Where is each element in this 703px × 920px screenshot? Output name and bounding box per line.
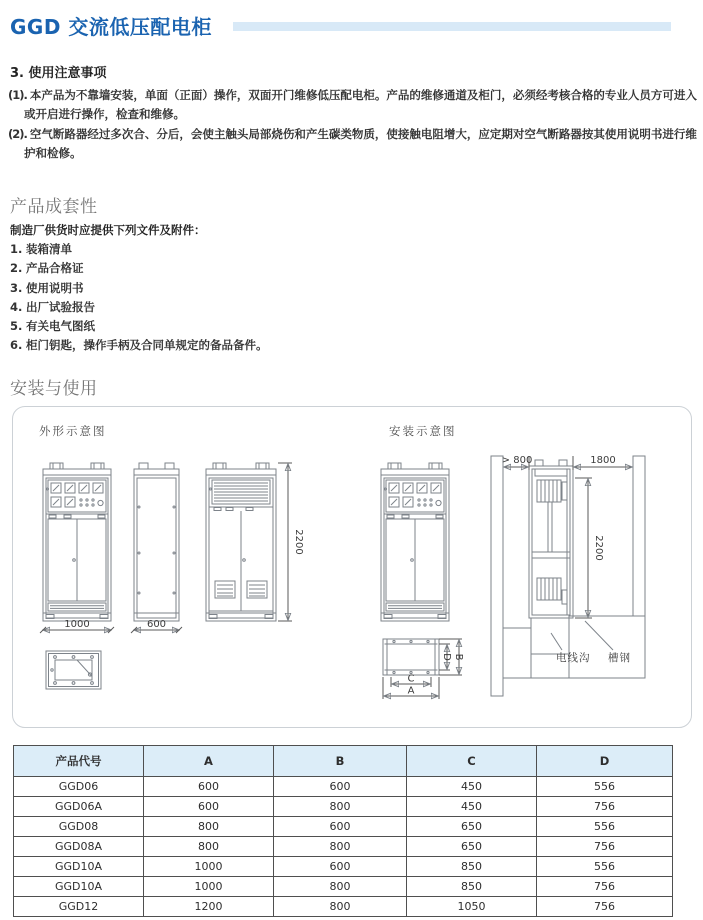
cell-b: 800 — [274, 797, 407, 817]
cell-b: 600 — [274, 777, 407, 797]
cell-product-code: GGD06A — [14, 797, 144, 817]
list-item — [10, 298, 690, 317]
list-number: 3. — [10, 280, 23, 295]
cell-product-code: GGD08 — [14, 817, 144, 837]
completeness-heading: 产品成套性 — [10, 197, 98, 217]
note-text: 空气断路器经过多次合、分后，会使主触头局部烧伤和产生碳类物质，使接触电阻增大，应定期对空气断路器按其使用说明书进行维护和检修。 — [24, 127, 697, 160]
list-item — [10, 259, 690, 278]
cell-product-code: GGD08A — [14, 837, 144, 857]
list-number: 6. — [10, 338, 23, 353]
cell-product-code: GGD10A — [14, 857, 144, 877]
list-text: 使用说明书 — [26, 280, 84, 295]
cabinet-cross-section — [529, 460, 573, 618]
cell-d: 756 — [537, 877, 673, 897]
cell-c: 850 — [407, 857, 537, 877]
table-row — [14, 777, 673, 797]
cell-a: 1000 — [144, 877, 274, 897]
list-text: 装箱清单 — [26, 242, 72, 256]
document-list — [10, 240, 690, 356]
svg-text:1000: 1000 — [64, 619, 90, 630]
svg-text:B: B — [453, 653, 464, 661]
cell-d: 756 — [537, 797, 673, 817]
list-text: 柜门钥匙，操作手柄及合同单规定的备品备件。 — [26, 338, 268, 353]
cell-d: 756 — [537, 897, 673, 917]
list-text: 产品合格证 — [26, 261, 84, 276]
cell-c: 650 — [407, 837, 537, 857]
cell-c: 1050 — [407, 897, 537, 917]
cell-product-code: GGD06 — [14, 777, 144, 797]
cable-trench-label: 电线沟 — [556, 652, 591, 664]
channel-steel-label: 槽钢 — [608, 652, 631, 664]
table-header-row — [14, 746, 673, 777]
svg-text:A: A — [407, 685, 415, 697]
table-row — [14, 877, 673, 897]
cell-b: 800 — [274, 897, 407, 917]
product-dimensions-table — [13, 745, 673, 917]
cell-c: 650 — [407, 817, 537, 837]
cell-b: 800 — [274, 877, 407, 897]
cell-c: 450 — [407, 777, 537, 797]
install-diagram-label: 安装示意图 — [389, 424, 457, 438]
svg-text:600: 600 — [146, 619, 167, 630]
svg-text:2200: 2200 — [293, 529, 304, 555]
cell-c: 850 — [407, 877, 537, 897]
list-number: 1. — [10, 242, 23, 256]
cell-product-code: GGD12 — [14, 897, 144, 917]
cell-d: 556 — [537, 777, 673, 797]
dimension-outline-height — [278, 463, 304, 621]
installation-heading: 安装与使用 — [10, 379, 98, 399]
completeness-intro: 制造厂供货时应提供下列文件及附件： — [10, 223, 206, 237]
cable-trench — [531, 618, 569, 654]
cell-a: 800 — [144, 837, 274, 857]
table-row — [14, 837, 673, 857]
top-view-drawing — [46, 651, 101, 689]
cell-a: 800 — [144, 817, 274, 837]
table-row — [14, 797, 673, 817]
usage-notes-list — [8, 86, 698, 164]
note-marker: (2). — [8, 127, 27, 141]
svg-text:1800: 1800 — [590, 455, 616, 466]
cell-a: 600 — [144, 797, 274, 817]
title-accent-bar — [233, 22, 671, 31]
installation-cross-section — [491, 455, 645, 696]
dimension-front-clearance — [573, 455, 632, 470]
note-marker: (1). — [8, 88, 27, 102]
list-text: 出厂试验报告 — [26, 299, 95, 314]
cell-a: 1000 — [144, 857, 274, 877]
list-item — [10, 240, 690, 259]
list-text: 有关电气图纸 — [26, 319, 95, 334]
cell-b: 600 — [274, 857, 407, 877]
cell-a: 600 — [144, 777, 274, 797]
table-row — [14, 817, 673, 837]
col-header-product-code: 产品代号 — [14, 746, 144, 777]
cell-c: 450 — [407, 797, 537, 817]
col-header-c: C — [407, 746, 537, 777]
svg-text:2200: 2200 — [593, 535, 604, 561]
list-item — [10, 336, 690, 355]
table-row — [14, 857, 673, 877]
cell-d: 756 — [537, 837, 673, 857]
list-number: 2. — [10, 261, 23, 276]
installation-diagrams — [13, 407, 691, 727]
cell-b: 600 — [274, 817, 407, 837]
outline-diagram-label: 外形示意图 — [39, 424, 107, 438]
usage-note-item — [8, 125, 698, 162]
list-number: 5. — [10, 319, 23, 334]
col-header-b: B — [274, 746, 407, 777]
list-number: 4. — [10, 299, 23, 314]
list-item — [10, 279, 690, 298]
svg-text:C: C — [407, 673, 415, 685]
diagram-panel — [12, 406, 692, 728]
cell-product-code: GGD10A — [14, 877, 144, 897]
col-header-d: D — [537, 746, 673, 777]
usage-note-item — [8, 86, 698, 123]
dimension-back-clearance — [502, 455, 533, 470]
list-item — [10, 317, 690, 336]
top-view-dimension-drawing — [383, 639, 464, 699]
cell-d: 556 — [537, 857, 673, 877]
cell-b: 800 — [274, 837, 407, 857]
dimension-install-height — [575, 478, 604, 618]
svg-text:> 800: > 800 — [501, 455, 533, 466]
usage-notes-heading: 3. 使用注意事项 — [10, 66, 107, 81]
note-text: 本产品为不靠墙安装，单面（正面）操作，双面开门维修低压配电柜。产品的维修通道及柜门，必须经考核合格的专业人员方可进入或开启进行操作，检查和维修。 — [24, 88, 697, 121]
table-row — [14, 897, 673, 917]
cell-d: 556 — [537, 817, 673, 837]
cell-a: 1200 — [144, 897, 274, 917]
page-title: GGD 交流低压配电柜 — [10, 15, 212, 39]
svg-text:D: D — [441, 653, 452, 661]
col-header-a: A — [144, 746, 274, 777]
